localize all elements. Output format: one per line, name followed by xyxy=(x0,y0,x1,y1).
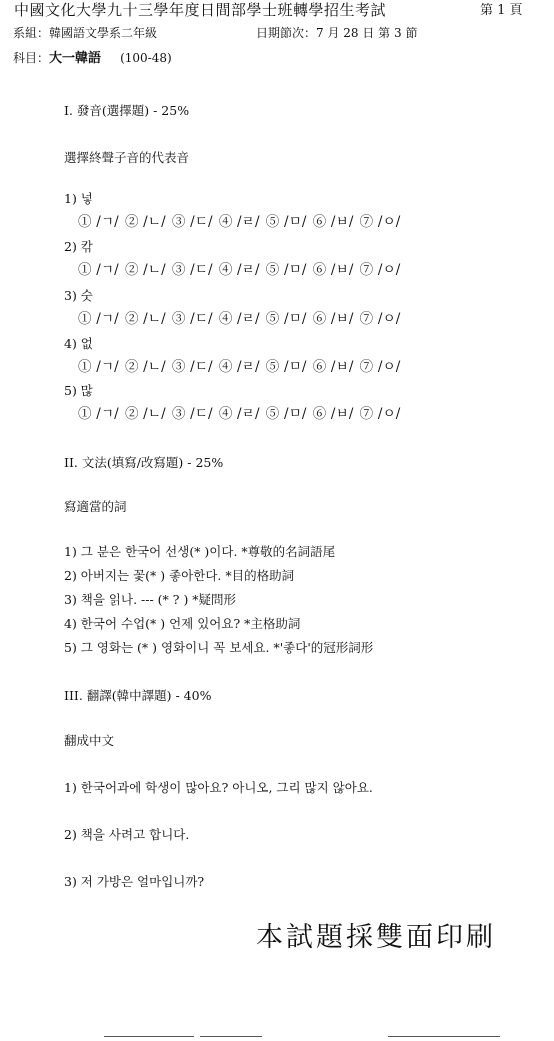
option-4: ④ /ㄹ/ xyxy=(218,214,260,230)
grammar-item: 5) 그 영화는 (* ) 영화이니 꼭 보세요. *'좋다'的冠形詞形 xyxy=(64,640,374,655)
grammar-item: 2) 아버지는 꽃(* ) 좋아한다. *目的格助詞 xyxy=(64,568,295,583)
section3-instruction: 翻成中文 xyxy=(64,733,115,748)
option-3: ③ /ㄷ/ xyxy=(171,359,213,375)
option-1: ① /ㄱ/ xyxy=(78,359,119,375)
department-line xyxy=(13,24,157,41)
page-mark: 第 1 頁 xyxy=(480,3,523,18)
divider xyxy=(388,1036,500,1037)
option-1: ① /ㄱ/ xyxy=(78,311,119,327)
question-label: 2) 칶 xyxy=(64,239,93,254)
subject-value: 大一韓語 xyxy=(49,51,102,66)
grammar-item: 3) 책을 읽나. --- (* ? ) *疑問形 xyxy=(64,592,237,607)
option-7: ⑦ /ㅇ/ xyxy=(359,214,401,230)
section1-title: I. 發音(選擇題) - 25% xyxy=(64,103,190,118)
option-7: ⑦ /ㅇ/ xyxy=(359,406,401,422)
option-row xyxy=(78,258,407,278)
translation-item: 1) 한국어과에 학생이 많아요? 아니오, 그리 많지 않아요. xyxy=(64,780,373,795)
option-1: ① /ㄱ/ xyxy=(78,214,119,230)
department-value: 韓國語文學系二年級 xyxy=(49,26,158,40)
option-row xyxy=(78,307,407,327)
subject-label: 科目： xyxy=(13,51,50,65)
date-value: 7 月 28 日 第 3 節 xyxy=(316,26,418,40)
option-7: ⑦ /ㅇ/ xyxy=(359,311,401,327)
grammar-item: 1) 그 분은 한국어 선생(* )이다. *尊敬的名詞語尾 xyxy=(64,544,336,559)
option-row xyxy=(78,355,407,375)
option-3: ③ /ㄷ/ xyxy=(171,406,213,422)
question-label: 5) 많 xyxy=(64,383,93,398)
option-7: ⑦ /ㅇ/ xyxy=(359,262,401,278)
option-1: ① /ㄱ/ xyxy=(78,262,119,278)
option-5: ⑤ /ㅁ/ xyxy=(265,359,307,375)
option-5: ⑤ /ㅁ/ xyxy=(265,406,307,422)
option-2: ② /ㄴ/ xyxy=(124,406,166,422)
option-6: ⑥ /ㅂ/ xyxy=(312,311,354,327)
date-label: 日期節次： xyxy=(256,26,317,40)
question-label: 1) 넣 xyxy=(64,191,93,206)
option-row xyxy=(78,210,407,230)
option-6: ⑥ /ㅂ/ xyxy=(312,406,354,422)
translation-item: 3) 저 가방은 얼마입니까? xyxy=(64,874,205,889)
grammar-item: 4) 한국어 수업(* ) 언제 있어요? *主格助詞 xyxy=(64,616,301,631)
exam-title: 中國文化大學九十三學年度日間部學士班轉學招生考試 xyxy=(14,1,387,19)
option-5: ⑤ /ㅁ/ xyxy=(265,214,307,230)
option-5: ⑤ /ㅁ/ xyxy=(265,311,307,327)
duplex-print-note: 本試題採雙面印刷 xyxy=(256,922,496,953)
option-3: ③ /ㄷ/ xyxy=(171,262,213,278)
department-label: 系組： xyxy=(13,26,50,40)
subject-code: (100-48) xyxy=(120,51,172,65)
option-4: ④ /ㄹ/ xyxy=(218,311,260,327)
divider xyxy=(104,1036,194,1037)
option-3: ③ /ㄷ/ xyxy=(171,214,213,230)
option-7: ⑦ /ㅇ/ xyxy=(359,359,401,375)
section2-title: II. 文法(填寫/改寫題) - 25% xyxy=(64,455,224,470)
option-1: ① /ㄱ/ xyxy=(78,406,119,422)
divider xyxy=(200,1036,262,1037)
option-4: ④ /ㄹ/ xyxy=(218,262,260,278)
option-6: ⑥ /ㅂ/ xyxy=(312,359,354,375)
subject-line xyxy=(13,47,172,66)
question-label: 3) 숫 xyxy=(64,288,93,303)
option-3: ③ /ㄷ/ xyxy=(171,311,213,327)
option-row xyxy=(78,402,407,422)
option-2: ② /ㄴ/ xyxy=(124,262,166,278)
option-2: ② /ㄴ/ xyxy=(124,359,166,375)
option-5: ⑤ /ㅁ/ xyxy=(265,262,307,278)
option-4: ④ /ㄹ/ xyxy=(218,406,260,422)
option-4: ④ /ㄹ/ xyxy=(218,359,260,375)
option-6: ⑥ /ㅂ/ xyxy=(312,262,354,278)
section1-instruction: 選擇終聲子音的代表音 xyxy=(64,150,190,165)
question-label: 4) 없 xyxy=(64,336,93,351)
option-2: ② /ㄴ/ xyxy=(124,311,166,327)
translation-item: 2) 책을 사려고 합니다. xyxy=(64,827,190,842)
option-2: ② /ㄴ/ xyxy=(124,214,166,230)
section2-instruction: 寫適當的詞 xyxy=(64,499,127,514)
section3-title: III. 翻譯(韓中譯題) - 40% xyxy=(64,688,212,703)
option-6: ⑥ /ㅂ/ xyxy=(312,214,354,230)
date-line xyxy=(256,24,417,41)
